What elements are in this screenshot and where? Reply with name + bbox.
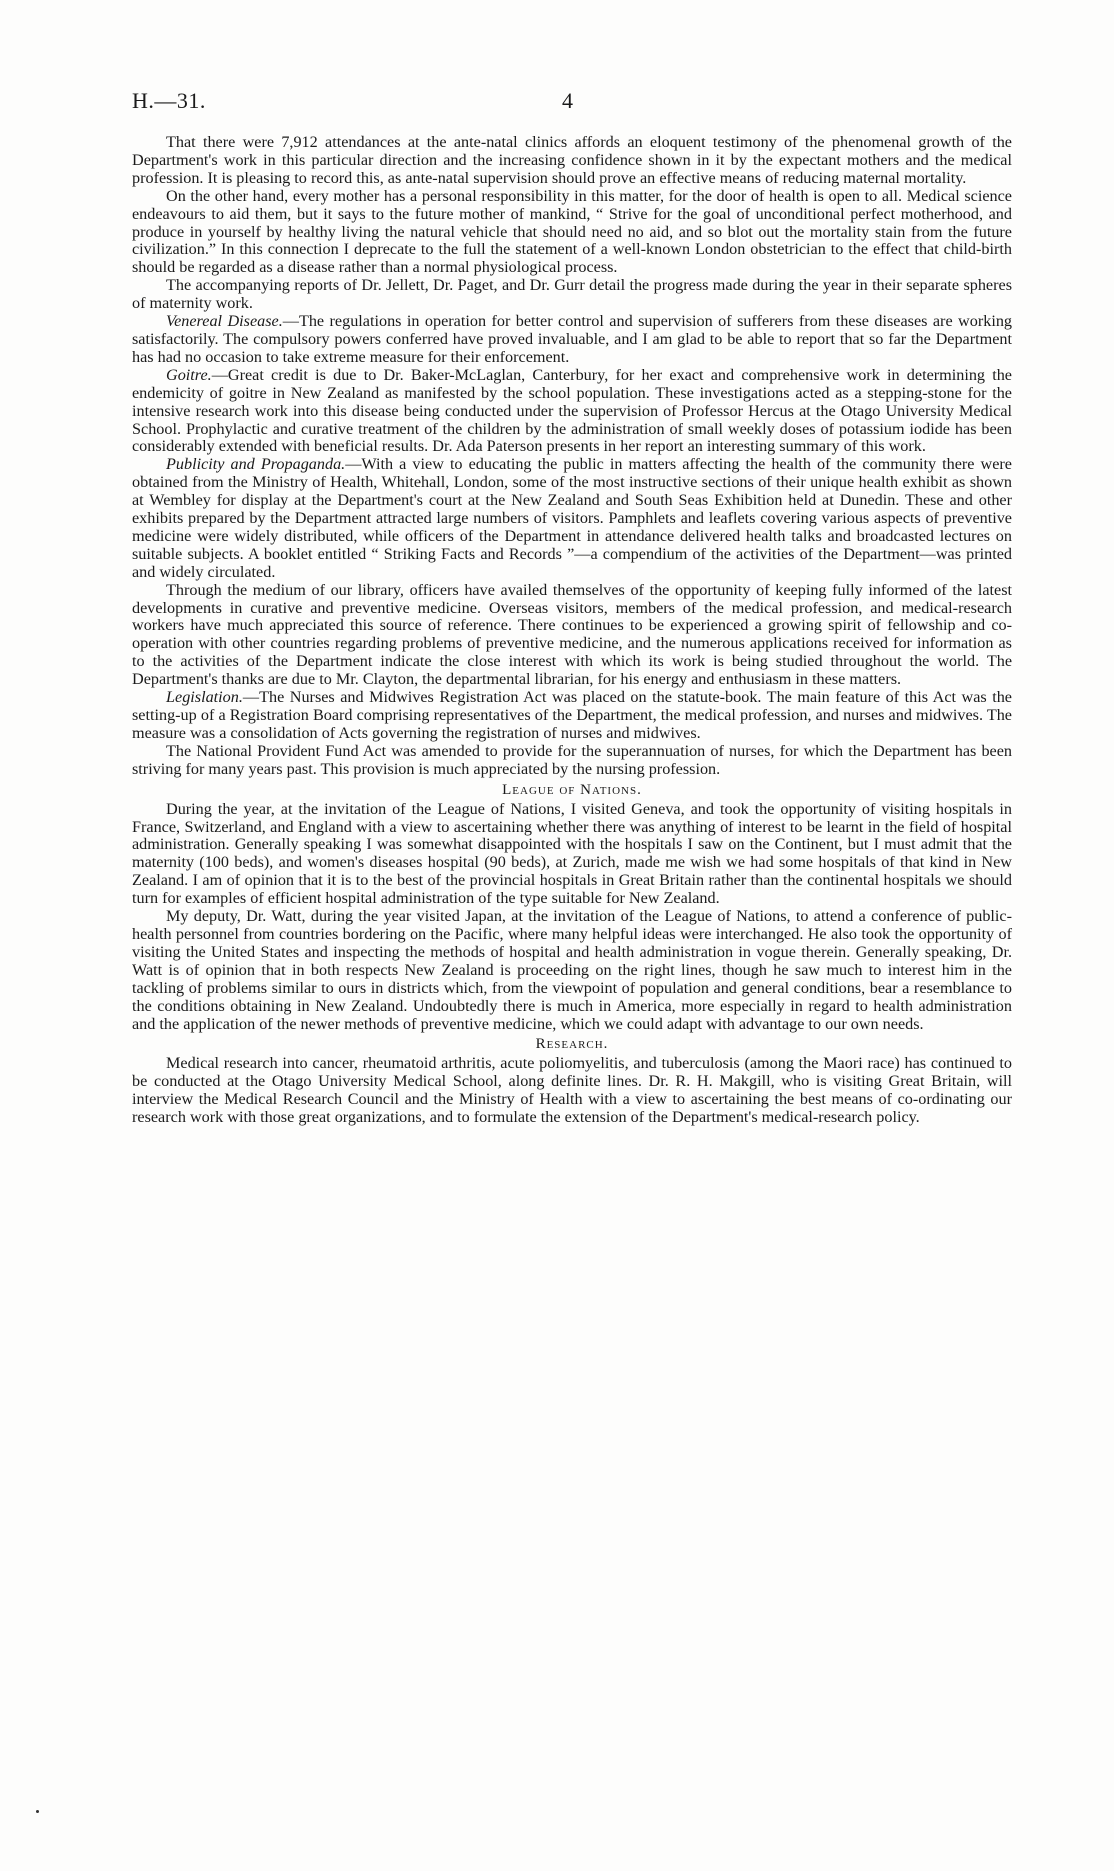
paragraph-research: Medical research into cancer, rheumatoid arthritis, acute poliomyelitis, and tuberculosis (among the Maori race) has continued to be conducted at the Otago University Medical School, along definite lines. Dr. R. H. Makgill, who is visiting Great Britain, will interview the Medical Research Council and the Ministry of Health with a view to ascertaining the best means of co-ordinating our research work with those great organizations, and to formulate the extension of the Department's medical-research policy. (132, 1054, 1012, 1127)
report-reference: H.—31. (132, 88, 206, 113)
paragraph-provident-fund: The National Provident Fund Act was amended to provide for the superannuation of nurses, for which the Department has been striving for many years past. This provision is much appreciated by the nursing profession. (132, 741, 1012, 778)
paragraph-league-japan: My deputy, Dr. Watt, during the year visited Japan, at the invitation of the League of Nations, to attend a conference of public-health personnel from countries bordering on the Pacific, where many helpful ideas were interchanged. He also took the opportunity of visiting the United States and inspecting the methods of hospital and health administration in vogue therein. Generally speaking, Dr. Watt is of opinion that in both respects New Zealand is proceeding on the right lines, though he saw much to interest him in the tackling of problems similar to ours in districts which, from the viewpoint of population and general conditions, bear a resemblance to the conditions obtaining in New Zealand. Undoubtedly there is much in America, more especially in regard to health administration and the application of the newer methods of preventive medicine, which we could adapt with advantage to our own needs. (132, 907, 1012, 1033)
page-header (132, 88, 1012, 118)
document-body (132, 134, 1012, 1127)
paragraph-goitre: Goitre.—Great credit is due to Dr. Baker-McLaglan, Canterbury, for her exact and comprehensive work in determining the endemicity of goitre in New Zealand as manifested by the school population. These investigations acted as a stepping-stone for the intensive research work into this disease being conducted under the supervision of Professor Hercus at the Otago University Medical School. Prophylactic and curative treatment of the children by the administration of small weekly doses of potassium iodide has been considerably extended with beneficial results. Dr. Ada Paterson presents in her report an interesting summary of this work. (132, 365, 1012, 456)
section-title-venereal-disease: Venereal Disease. (166, 312, 283, 331)
paragraph-league-geneva: During the year, at the invitation of the League of Nations, I visited Geneva, and took the opportunity of visiting hospitals in France, Switzerland, and England with a view to ascertaining whether there was anything of interest to be learnt in the field of hospital administration. Generally speaking I was somewhat disappointed with the hospitals I saw on the Continent, but I must admit that the maternity (100 beds), and women's diseases hospital (90 beds), at Zurich, made me wish we had some hospitals of that kind in New Zealand. I am of opinion that it is to the best of the provincial hospitals in Great Britain rather than the continental hospitals we should turn for examples of efficient hospital administration of the type suitable for New Zealand. (132, 799, 1012, 908)
paragraph-legislation: Legislation.—The Nurses and Midwives Registration Act was placed on the statute-book. The main feature of this Act was the setting-up of a Registration Board comprising representatives of the Department, the medical profession, and nurses and midwives. The measure was a consolidation of Acts governing the registration of nurses and midwives. (132, 688, 1012, 742)
heading-research: Research. (535, 1036, 609, 1053)
page-number: 4 (562, 88, 573, 113)
paragraph-antenatal: That there were 7,912 attendances at the ante-natal clinics affords an eloquent testimony of the phenomenal growth of the Department's work in this particular direction and the increasing confidence shown in it by the expectant mothers and the medical profession. It is pleasing to record this, as ante-natal supervision should prove an effective means of reducing maternal mortality. (132, 133, 1012, 187)
scan-speck (36, 1810, 39, 1813)
heading-league-of-nations: League of Nations. (502, 781, 642, 798)
paragraph-publicity: Publicity and Propaganda.—With a view to educating the public in matters affecting the health of the community there were obtained from the Ministry of Health, Whitehall, London, some of the most instructive sections of their unique health exhibit as shown at Wembley for display at the Department's court at the New Zealand and South Seas Exhibition held at Dunedin. These and other exhibits prepared by the Department attracted large numbers of visitors. Pamphlets and leaflets covering various aspects of preventive medicine were widely distributed, while officers of the Department in attendance delivered health talks and broadcasted lectures on suitable subjects. A booklet entitled “ Striking Facts and Records ”—a compendium of the activities of the Department—was printed and widely circulated. (132, 455, 1012, 581)
section-title-publicity: Publicity and Propaganda. (166, 455, 346, 474)
section-title-goitre: Goitre. (166, 365, 212, 384)
section-title-legislation: Legislation. (166, 688, 243, 707)
paragraph-maternity-reports: The accompanying reports of Dr. Jellett, Dr. Paget, and Dr. Gurr detail the progress made during the year in their separate spheres of maternity work. (132, 276, 1012, 313)
paragraph-mother-responsibility: On the other hand, every mother has a personal responsibility in this matter, for the door of health is open to all. Medical science endeavours to aid them, but it says to the future mother of mankind, “ Strive for the goal of unconditional perfect motherhood, and produce in yourself by healthy living the natural vehicle that should need no aid, and so blot out the mortality stain from the future civilization.” In this connection I deprecate to the full the statement of a well-known London obstetrician to the effect that child-birth should be regarded as a disease rather than a normal physiological process. (132, 186, 1012, 277)
paragraph-venereal-disease: Venereal Disease.—The regulations in operation for better control and supervision of sufferers from these diseases are working satisfactorily. The compulsory powers conferred have proved invaluable, and I am glad to be able to report that so far the Department has had no occasion to take extreme measure for their enforcement. (132, 312, 1013, 366)
paragraph-library: Through the medium of our library, officers have availed themselves of the opportunity of keeping fully informed of the latest developments in curative and preventive medicine. Overseas visitors, members of the medical profession, and medical-research workers have much appreciated this source of reference. There continues to be experienced a growing spirit of fellowship and co-operation with other countries regarding problems of preventive medicine, and the numerous applications received for information as to the activities of the Department indicate the close interest with which its work is being studied throughout the world. The Department's thanks are due to Mr. Clayton, the departmental librarian, for his energy and enthusiasm in these matters. (132, 580, 1012, 689)
